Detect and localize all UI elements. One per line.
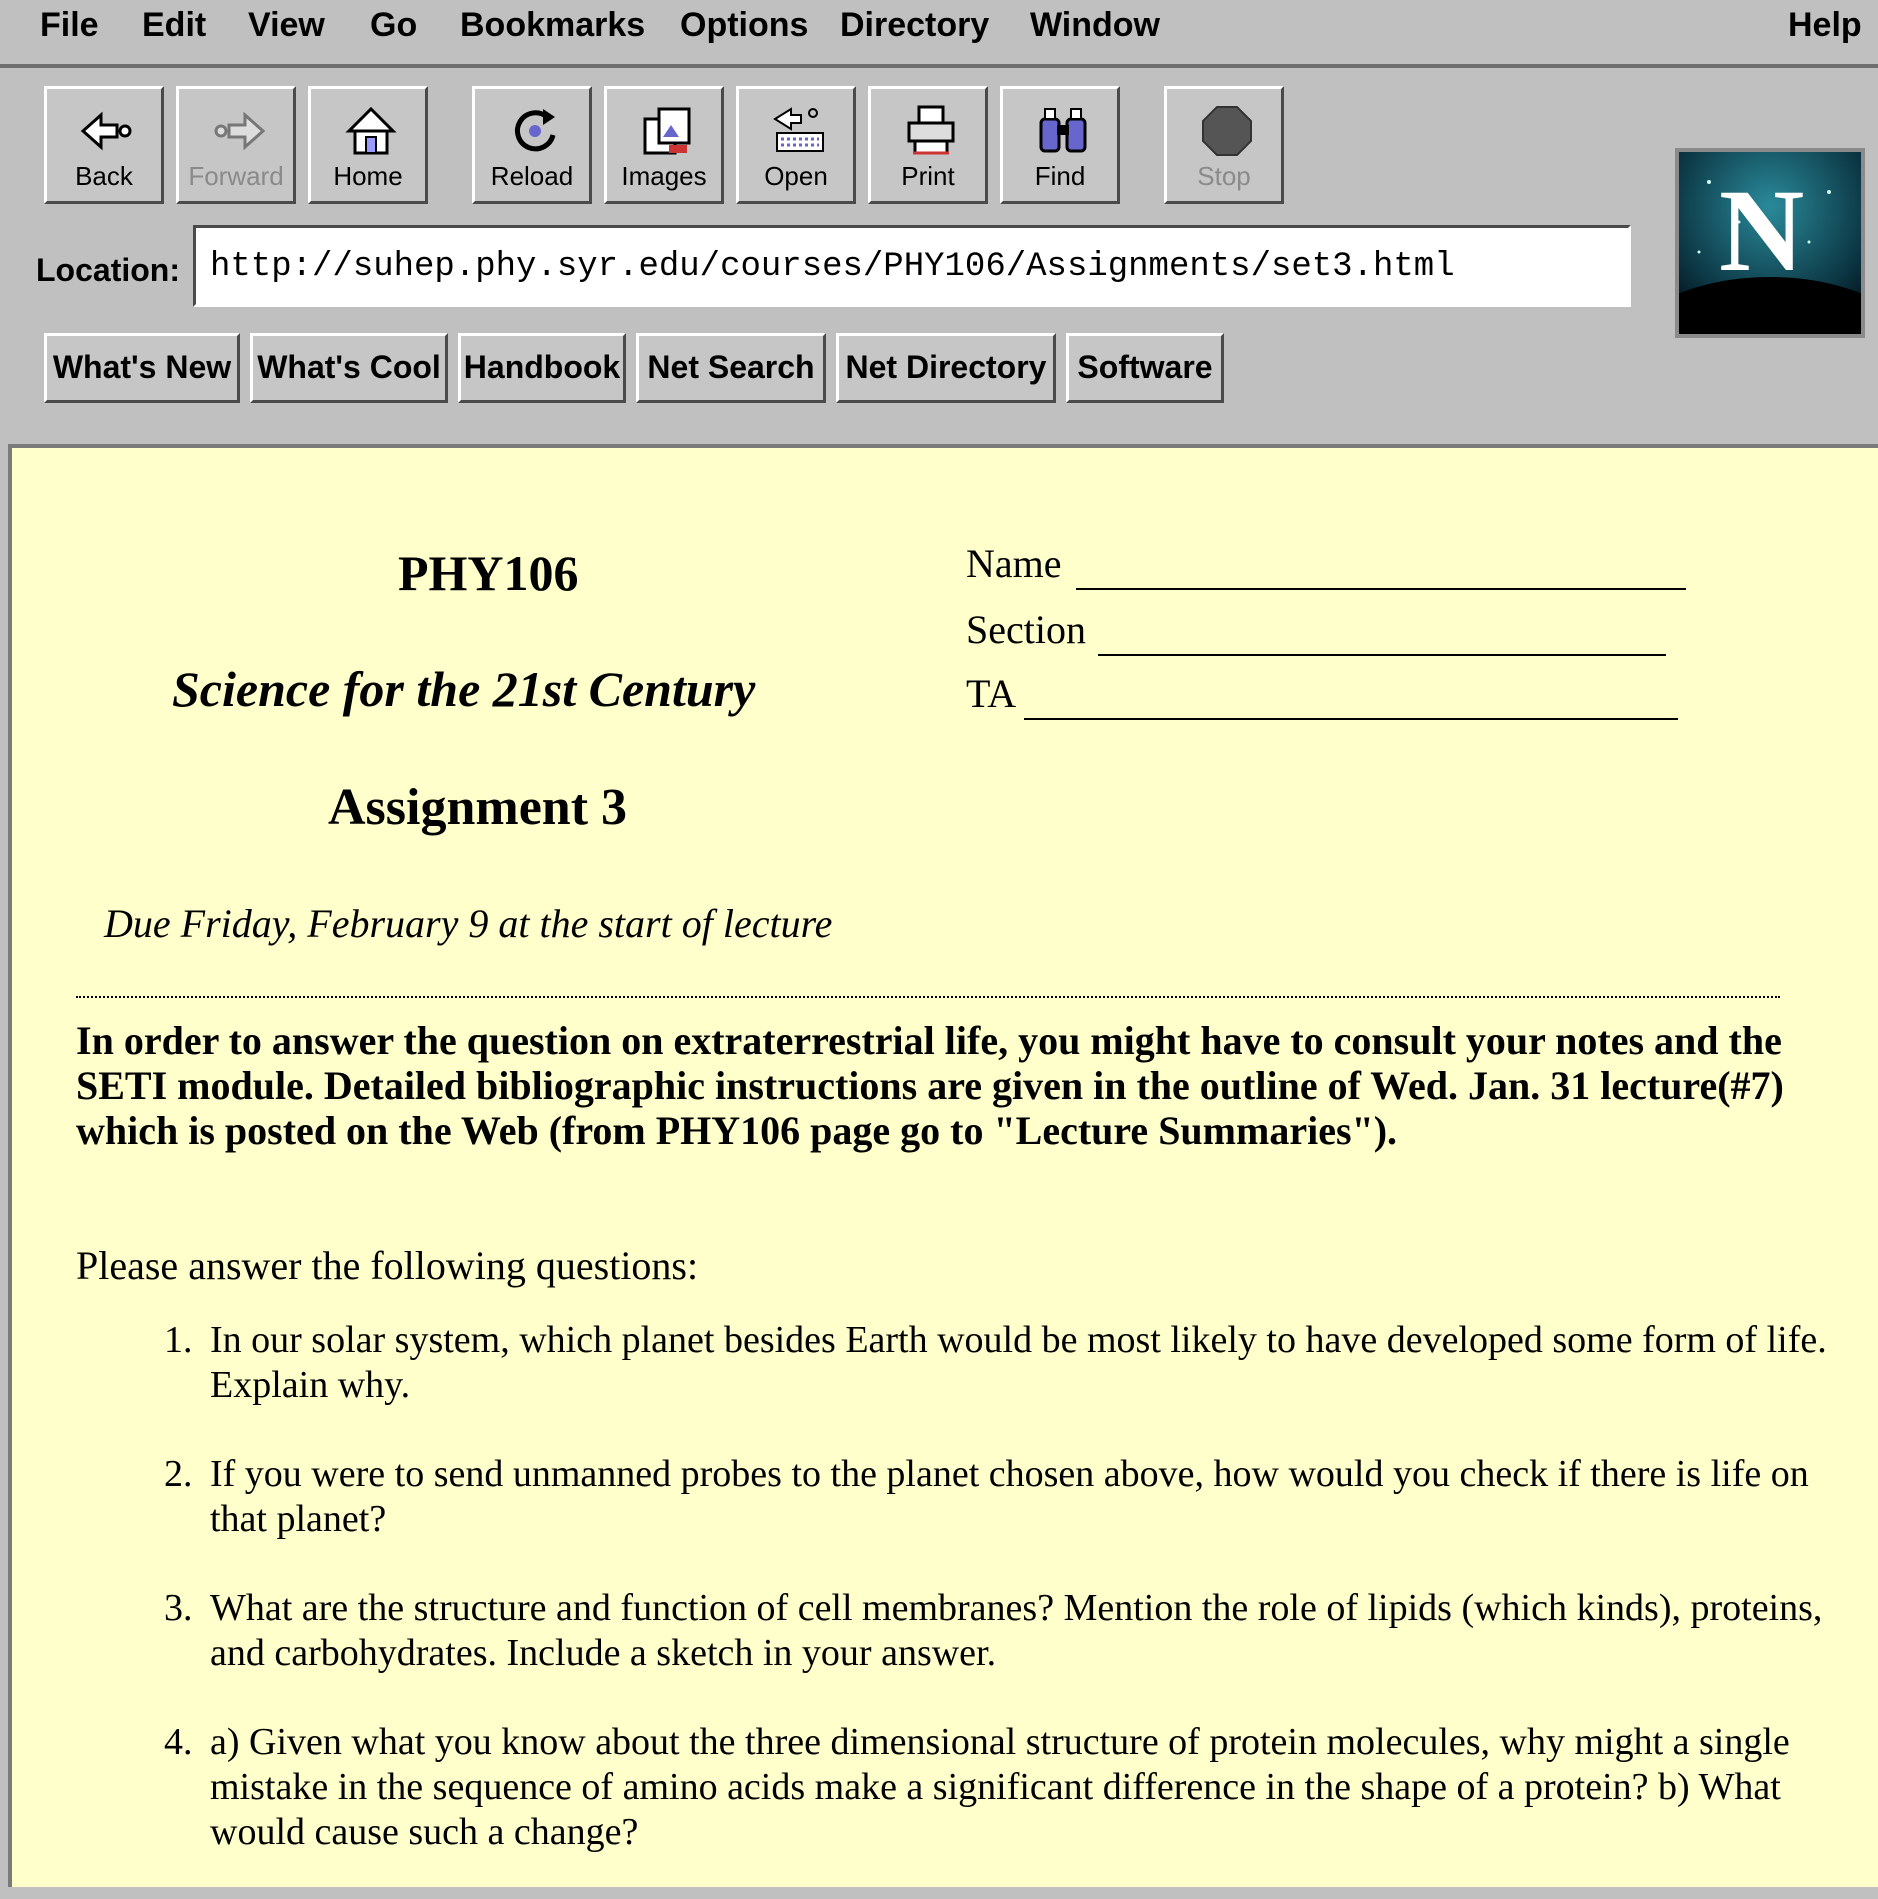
home-button[interactable] bbox=[308, 86, 428, 204]
question-1: 1. In our solar system, which planet besides Earth would be most likely to have developed some form of life. Explain why. bbox=[202, 1318, 1842, 1408]
question-3: 3. What are the structure and function of cell membranes? Mention the role of lipids (which kinds), proteins, and carbohydrates. Include a sketch in your answer. bbox=[202, 1586, 1842, 1676]
stop-button[interactable] bbox=[1164, 86, 1284, 204]
print-label: Print bbox=[901, 161, 955, 191]
whats-cool-button[interactable]: What's Cool bbox=[250, 333, 448, 403]
images-label: Images bbox=[621, 161, 707, 191]
browser-chrome bbox=[0, 0, 1878, 440]
course-title: PHY106 bbox=[398, 545, 579, 601]
questions-list bbox=[122, 1318, 1842, 1899]
question-4: 4. a) Given what you know about the three dimensional structure of protein molecules, why might a single mistake in the sequence of amino acids make a significant difference in the shape of a protein? b) What would cause such a change? bbox=[202, 1720, 1842, 1855]
due-date: Due Friday, February 9 at the start of lecture bbox=[104, 901, 833, 946]
images-icon bbox=[639, 103, 695, 159]
section-label: Section bbox=[966, 607, 1086, 652]
menu-go[interactable]: Go bbox=[370, 6, 418, 44]
course-subtitle: Science for the 21st Century bbox=[172, 661, 756, 717]
images-button[interactable] bbox=[604, 86, 724, 204]
menu-file[interactable]: File bbox=[40, 6, 99, 44]
forward-button[interactable] bbox=[176, 86, 296, 204]
software-button[interactable]: Software bbox=[1066, 333, 1224, 403]
location-input[interactable] bbox=[193, 225, 1631, 307]
net-directory-button[interactable]: Net Directory bbox=[836, 333, 1056, 403]
net-search-button[interactable]: Net Search bbox=[636, 333, 826, 403]
printer-icon bbox=[903, 103, 959, 159]
name-fill-line bbox=[1076, 588, 1686, 590]
reload-icon bbox=[507, 103, 563, 159]
divider bbox=[76, 996, 1780, 998]
whats-new-button[interactable]: What's New bbox=[44, 333, 240, 403]
find-button[interactable] bbox=[1000, 86, 1120, 204]
menu-bookmarks[interactable]: Bookmarks bbox=[460, 6, 646, 44]
ta-label: TA bbox=[966, 671, 1017, 716]
netscape-logo[interactable] bbox=[1675, 148, 1865, 338]
question-2: 2. If you were to send unmanned probes to the planet chosen above, how would you check if there is life on that planet? bbox=[202, 1452, 1842, 1542]
reload-button[interactable] bbox=[472, 86, 592, 204]
intro-paragraph: In order to answer the question on extraterrestrial life, you might have to consult your notes and the SETI module. Detailed bibliographic instructions are given in the outline of Wed. Jan. 31 lecture(#7) which is posted on the Web (from PHY106 page go to "Lecture Summaries"). bbox=[76, 1018, 1784, 1153]
page-content bbox=[8, 444, 1878, 1887]
menu-window[interactable]: Window bbox=[1030, 6, 1160, 44]
forward-arrow-icon bbox=[211, 103, 267, 159]
handbook-button[interactable]: Handbook bbox=[458, 333, 626, 403]
find-label: Find bbox=[1034, 161, 1086, 191]
print-button[interactable] bbox=[868, 86, 988, 204]
back-button[interactable] bbox=[44, 86, 164, 204]
open-icon bbox=[771, 103, 827, 159]
open-button[interactable] bbox=[736, 86, 856, 204]
back-arrow-icon bbox=[79, 103, 135, 159]
questions-prompt: Please answer the following questions: bbox=[76, 1243, 699, 1288]
menu-bar bbox=[0, 0, 1878, 68]
section-fill-line bbox=[1098, 654, 1666, 656]
menu-edit[interactable]: Edit bbox=[142, 6, 207, 44]
location-label: Location: bbox=[36, 252, 180, 288]
back-label: Back bbox=[75, 161, 133, 191]
assignment-title: Assignment 3 bbox=[328, 779, 628, 836]
binoculars-icon bbox=[1035, 103, 1091, 159]
logo-letter: N bbox=[1719, 165, 1805, 296]
menu-options[interactable]: Options bbox=[680, 6, 809, 44]
location-url[interactable]: http://suhep.phy.syr.edu/courses/PHY106/Assignments/set3.html bbox=[210, 248, 1455, 286]
menu-directory[interactable]: Directory bbox=[840, 6, 990, 44]
menu-view[interactable]: View bbox=[248, 6, 325, 44]
stop-icon bbox=[1199, 103, 1255, 159]
reload-label: Reload bbox=[490, 161, 574, 191]
open-label: Open bbox=[764, 161, 828, 191]
ta-fill-line bbox=[1024, 718, 1678, 720]
home-label: Home bbox=[333, 161, 403, 191]
stop-label: Stop bbox=[1197, 161, 1251, 191]
name-label: Name bbox=[966, 541, 1062, 586]
home-icon bbox=[343, 103, 399, 159]
forward-label: Forward bbox=[188, 161, 284, 191]
menu-help[interactable]: Help bbox=[1788, 6, 1862, 44]
